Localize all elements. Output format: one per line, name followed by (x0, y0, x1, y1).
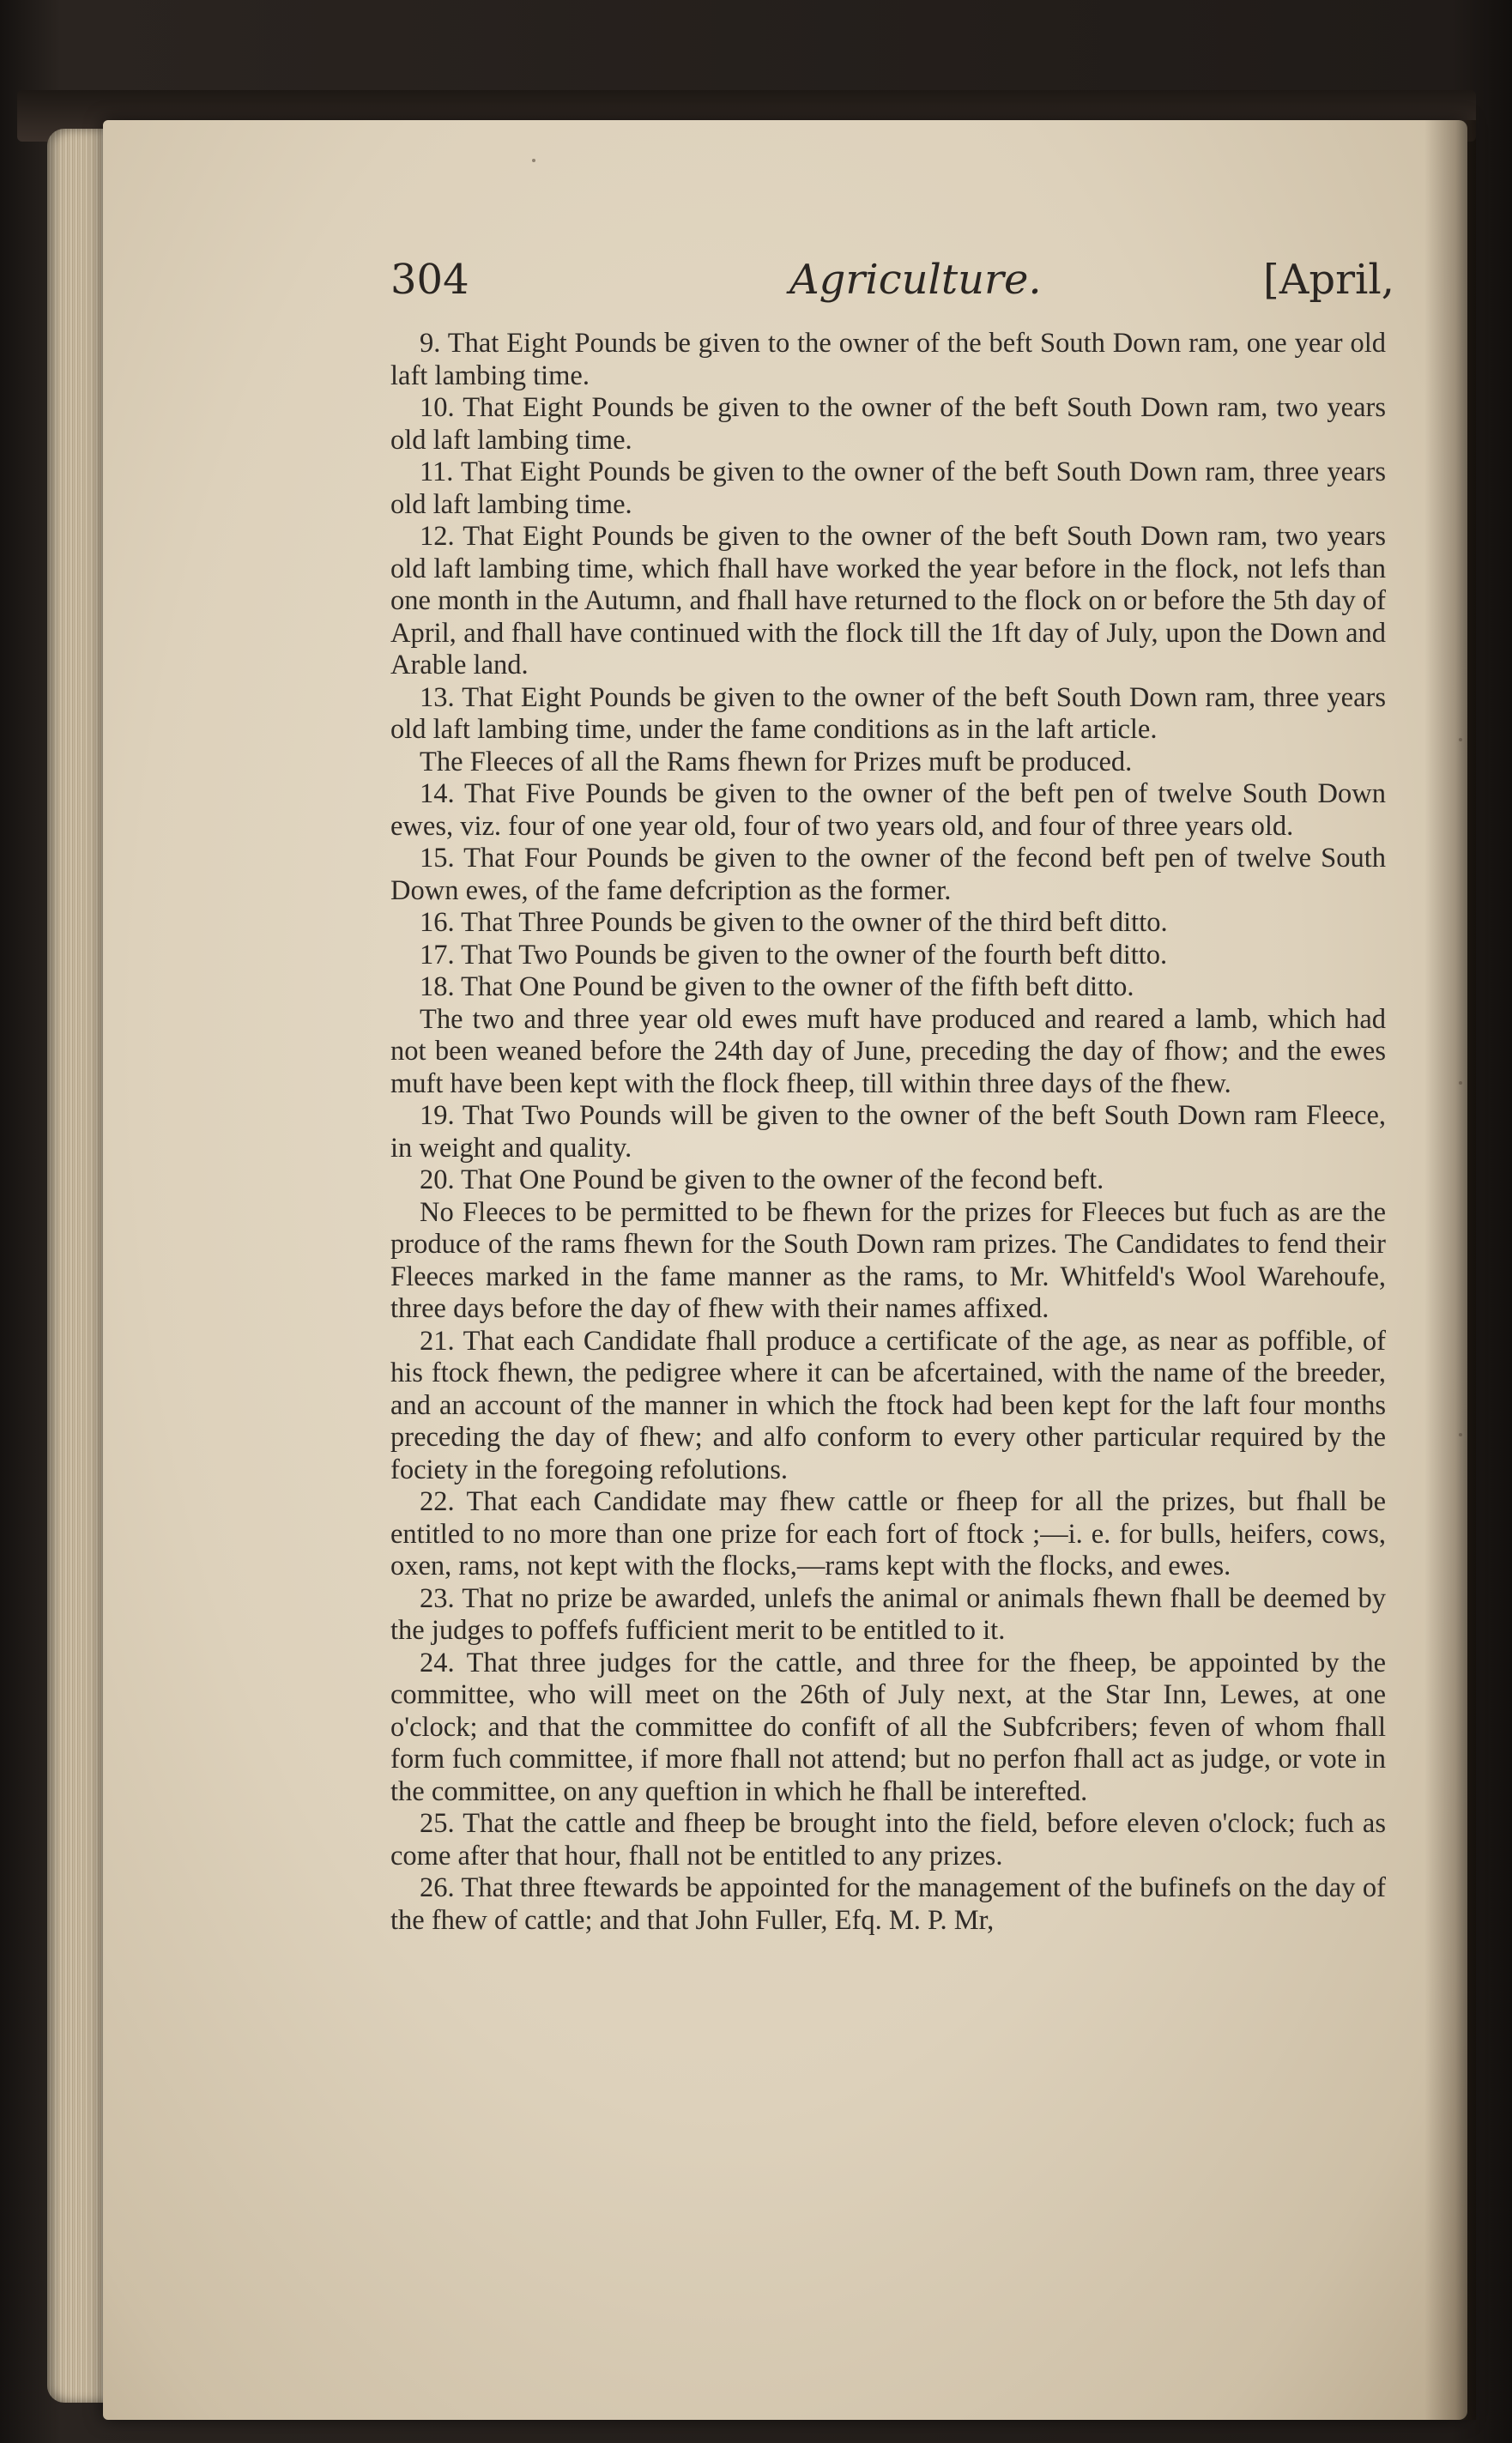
paragraph: 13. That Eight Pounds be given to the owner of the beft South Down ram, three years old laft lambing time, under the fame conditions as in the laft article. (390, 681, 1386, 745)
page-number: 304 (390, 256, 469, 304)
paragraph: The two and three year old ewes muft have produced and reared a lamb, which had not been weaned before the 24th day of June, preceding the day of fhow; and the ewes muft have been kept with the flock fheep, till within three days of the fhew. (390, 1003, 1386, 1099)
paragraph: 17. That Two Pounds be given to the owner of the fourth beft ditto. (420, 939, 1168, 971)
paragraph: 21. That each Candidate fhall produce a certificate of the age, as near as poffible, of his ftock fhewn, the pedigree where it can be afcertained, with the name of the breeder, and an account of the manner in which the ftock had been kept for the laft four months preceding the day of fhew; and alfo conform to every other particular required by the fociety in the foregoing refolutions. (390, 1325, 1386, 1485)
paragraph: No Fleeces to be permitted to be fhewn for the prizes for Fleeces but fuch as are the produce of the rams fhewn for the South Down ram prizes. The Candidates to fend their Fleeces marked in the fame manner as the rams, to Mr. Whitfeld's Wool Warehoufe, three days before the day of fhew with their names affixed. (390, 1196, 1386, 1324)
page-header (390, 256, 1394, 309)
paragraph: 24. That three judges for the cattle, and three for the fheep, be appointed by the committee, who will meet on the 26th of July next, at the Star Inn, Lewes, at one o'clock; and that the committee do confift of all the Subfcribers; feven of whom fhall form fuch committee, if more fhall not attend; but no perfon fhall act as judge, or vote in the committee, on any queftion in which he fhall be interefted. (390, 1647, 1386, 1807)
running-title: Agriculture. (789, 256, 1042, 304)
paragraph: 25. That the cattle and fheep be brought into the field, before eleven o'clock; fuch as come after that hour, fhall not be entitled to any prizes. (390, 1808, 1386, 1872)
dust-speck (532, 159, 535, 162)
dust-speck (1459, 738, 1462, 741)
body-text (390, 328, 1386, 1937)
page-gutter-shadow (1424, 120, 1476, 2420)
paragraph: 14. That Five Pounds be given to the owner of the beft pen of twelve South Down ewes, viz. four of one year old, four of two years old, and four of three years old. (390, 778, 1386, 842)
paragraph: 20. That One Pound be given to the owner of the fecond beft. (420, 1164, 1104, 1195)
paragraph: 23. That no prize be awarded, unlefs the animal or animals fhewn fhall be deemed by the judges to poffefs fufficient merit to be entitled to it. (390, 1582, 1386, 1646)
paragraph: 12. That Eight Pounds be given to the owner of the beft South Down ram, two years old laft lambing time, which fhall have worked the year before in the flock, not lefs than one month in the Autumn, and fhall have returned to the flock on or before the 5th day of April, and fhall have continued with the flock till the 1ft day of July, upon the Down and Arable land. (390, 521, 1386, 680)
paragraph: 18. That One Pound be given to the owner of the fifth beft ditto. (420, 971, 1134, 1002)
paragraph: 16. That Three Pounds be given to the owner of the third beft ditto. (420, 907, 1168, 938)
dust-speck (1459, 1433, 1462, 1436)
running-month: [April, (1262, 256, 1394, 304)
paragraph: 26. That three ftewards be appointed for the management of the bufinefs on the day of the fhew of cattle; and that John Fuller, Efq. M. P. Mr, (390, 1872, 1386, 1936)
paragraph: 9. That Eight Pounds be given to the owner of the beft South Down ram, one year old laft lambing time. (390, 328, 1386, 391)
dust-speck (1459, 1081, 1462, 1085)
paragraph: The Fleeces of all the Rams fhewn for Prizes muft be produced. (420, 746, 1133, 777)
paragraph: 19. That Two Pounds will be given to the owner of the beft South Down ram Fleece, in weight and quality. (390, 1100, 1386, 1164)
paragraph: 11. That Eight Pounds be given to the owner of the beft South Down ram, three years old laft lambing time. (390, 457, 1386, 520)
paragraph: 10. That Eight Pounds be given to the owner of the beft South Down ram, two years old laft lambing time. (390, 392, 1386, 456)
paragraph: 15. That Four Pounds be given to the owner of the fecond beft pen of twelve South Down ewes, of the fame defcription as the former. (390, 843, 1386, 906)
paragraph: 22. That each Candidate may fhew cattle or fheep for all the prizes, but fhall be entitled to no more than one prize for each fort of ftock ;—i. e. for bulls, heifers, cows, oxen, rams, not kept with the flocks,—rams kept with the flocks, and ewes. (390, 1486, 1386, 1581)
